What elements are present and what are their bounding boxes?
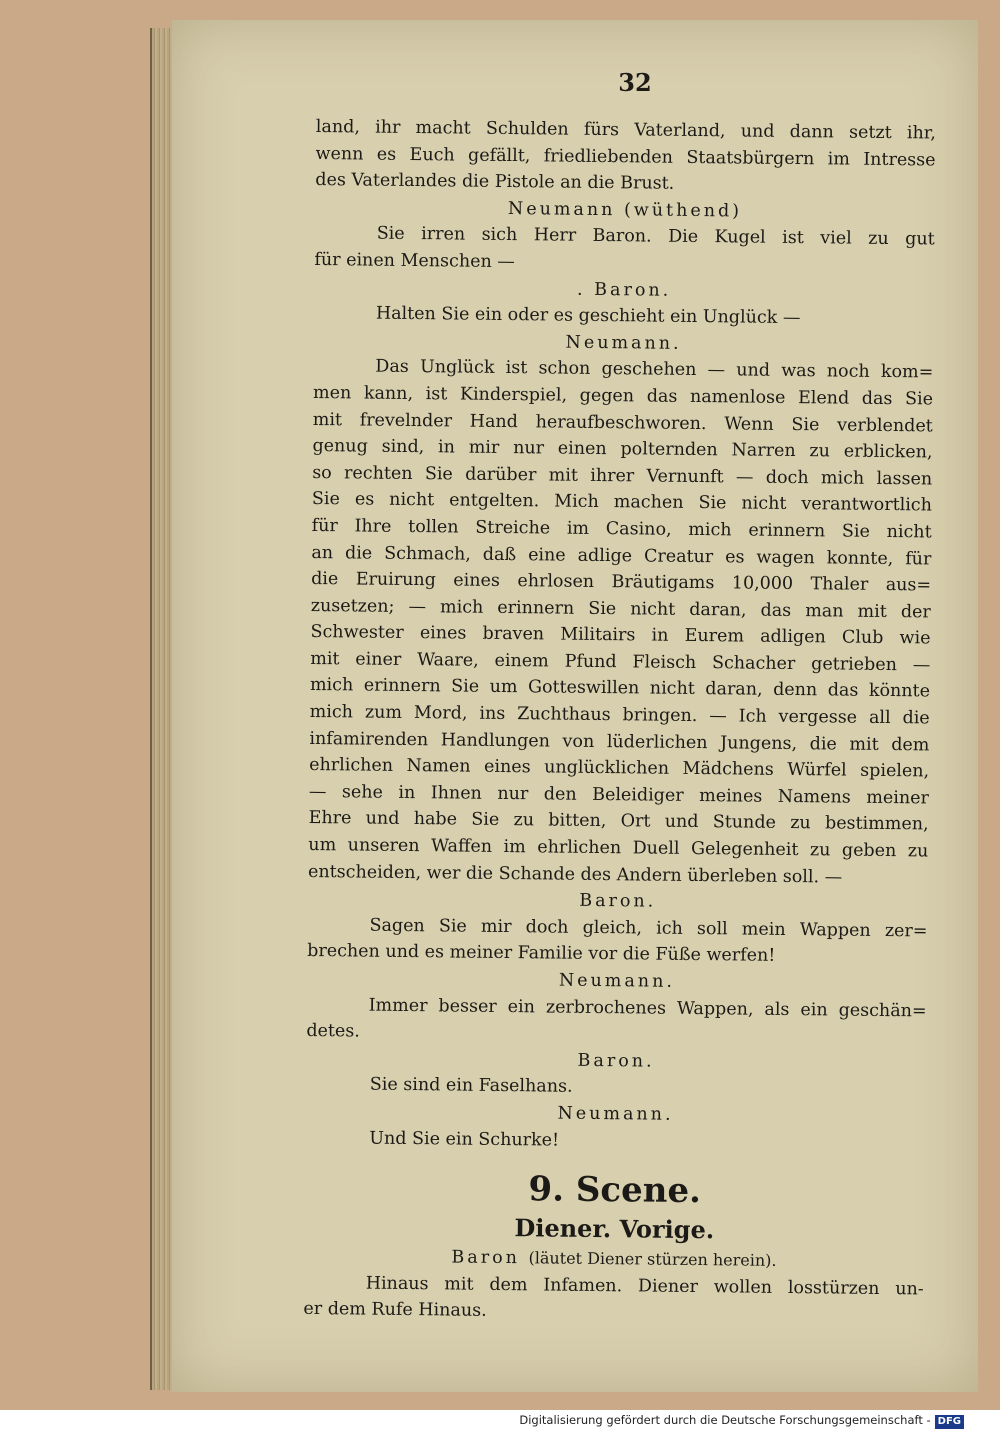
speaker-name: Neumann (wüthend) bbox=[507, 198, 743, 222]
text-line: Ehre und habe Sie zu bitten, Ort und Stunde zu bestimmen, bbox=[308, 808, 929, 835]
speaker-name: Neumann. bbox=[558, 970, 676, 992]
text-line: ehrlichen Namen eines unglücklichen Mädchens Würfel spielen, bbox=[309, 755, 930, 782]
speaker-name: Baron. bbox=[579, 891, 657, 912]
text-line: mich erinnern Sie um Gotteswillen nicht daran, denn das könnte bbox=[309, 675, 931, 702]
text-line: für Ihre tollen Streiche im Casino, mich erinnern Sie nicht bbox=[311, 515, 932, 543]
text-line: für einen Menschen — bbox=[314, 249, 515, 273]
scene-title: 9. Scene. bbox=[528, 1169, 702, 1212]
text-line: mich zum Mord, ins Zuchthaus bringen. — Ich vergesse all die bbox=[309, 702, 930, 729]
text-line: so rechten Sie darüber mit ihrer Vernunft — doch mich lassen bbox=[312, 462, 933, 490]
speaker-name: Neumann. bbox=[557, 1103, 674, 1125]
text-lines bbox=[305, 114, 936, 1158]
text-line: Schwester eines braven Militairs in Eurem adligen Club wie bbox=[310, 622, 931, 649]
text-line: Sie irren sich Herr Baron. Die Kugel ist viel zu gut bbox=[376, 224, 935, 250]
stage-direction-speaker: Baron bbox=[451, 1247, 521, 1269]
text-line: wenn es Euch gefällt, friedliebenden Staatsbürgern im Intresse bbox=[315, 143, 936, 171]
text-line: Sie sind ein Faselhans. bbox=[369, 1074, 573, 1098]
stage-direction-text: (läutet Diener stürzen herein). bbox=[528, 1248, 777, 1271]
text-line: brechen und es meiner Familie vor die Füße werfen! bbox=[307, 941, 776, 967]
text-line: zusetzen; — mich erinnern Sie nicht daran, das man mit der bbox=[310, 595, 931, 623]
page-number: 32 bbox=[618, 68, 652, 97]
text-line: genug sind, in mir nur einen polternden Narren zu erblicken, bbox=[312, 436, 933, 463]
speaker-name: Neumann. bbox=[565, 332, 682, 354]
text-line: um unseren Waffen im ehrlichen Duell Gelegenheit zu geben zu bbox=[308, 834, 929, 862]
text-line: des Vaterlandes die Pistole an die Brust. bbox=[315, 170, 675, 194]
footer-text: Digitalisierung gefördert durch die Deutsche Forschungsgemeinschaft - bbox=[519, 1413, 931, 1427]
text-line: Das Unglück ist schon geschehen — und was noch kom= bbox=[375, 356, 934, 383]
text-line: Sagen Sie mir doch gleich, ich soll mein Wappen zer= bbox=[369, 915, 928, 942]
text-line: mit frevelnder Hand heraufbeschworen. Wenn Sie verblendet bbox=[312, 409, 933, 437]
dfg-logo: DFG bbox=[935, 1415, 964, 1429]
digitization-footer bbox=[519, 1411, 964, 1429]
text-line: die Eruirung eines ehrlosen Bräutigams 10,000 Thaler aus= bbox=[311, 569, 932, 596]
text-line: Halten Sie ein oder es geschieht ein Unglück — bbox=[375, 303, 801, 329]
text-line: an die Schmach, daß eine adlige Creatur es wagen konnte, für bbox=[311, 542, 932, 569]
speaker-name: Baron. bbox=[577, 1050, 655, 1072]
scene-subtitle: Diener. Vorige. bbox=[514, 1213, 715, 1245]
text-line: land, ihr macht Schulden fürs Vaterland, und dann setzt ihr, bbox=[315, 116, 936, 144]
text-line: Und Sie ein Schurke! bbox=[369, 1128, 560, 1151]
text-line: Immer besser ein zerbrochenes Wappen, als ein geschän= bbox=[368, 995, 927, 1022]
text-line: entscheiden, wer die Schande des Andern überleben soll. — bbox=[307, 861, 843, 888]
closing-line: Hinaus mit dem Infamen. Diener wollen losstürzen un- bbox=[365, 1273, 924, 1300]
speaker-name: . Baron. bbox=[576, 279, 672, 301]
text-line: detes. bbox=[306, 1021, 360, 1042]
page-text bbox=[303, 114, 936, 1329]
closing-line: er dem Rufe Hinaus. bbox=[303, 1299, 487, 1322]
text-line: — sehe in Ihnen nur den Beleidiger meines Namens meiner bbox=[308, 781, 929, 809]
text-line: mit einer Waare, einem Pfund Fleisch Schacher getrieben — bbox=[310, 648, 931, 676]
text-line: men kann, ist Kinderspiel, gegen das namenlose Elend das Sie bbox=[312, 382, 934, 410]
text-line: Sie es nicht entgelten. Mich machen Sie nicht verantwortlich bbox=[311, 489, 933, 516]
text-line: infamirenden Handlungen von lüderlichen Jungens, die mit dem bbox=[309, 728, 930, 756]
